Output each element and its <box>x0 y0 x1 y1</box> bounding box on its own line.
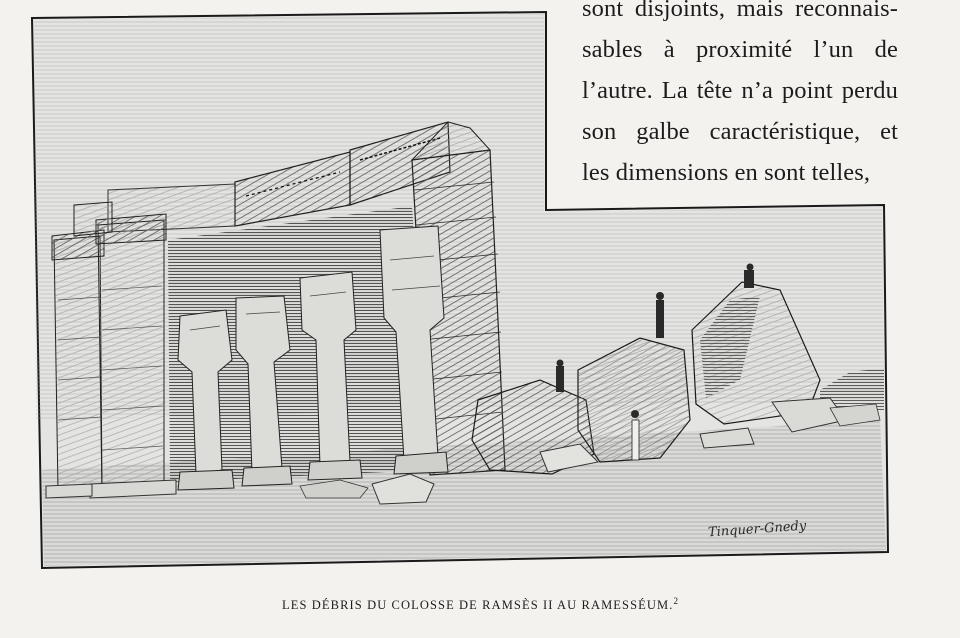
text-line: sont disjoints, mais reconnais- <box>582 0 898 22</box>
text-line: sables à proximité l’un de <box>582 36 898 63</box>
body-text <box>582 0 902 193</box>
caption-text: LES DÉBRIS DU COLOSSE DE RAMSÈS II AU RAMESSÉUM. <box>282 598 674 613</box>
text-line: l’autre. La tête n’a point perdu <box>582 77 898 104</box>
text-line: les dimensions en sont telles, <box>582 159 871 186</box>
engraver-signature: Tinquer-Gnedy <box>707 518 807 541</box>
footnote-mark: 2 <box>673 596 678 606</box>
figure-caption <box>0 596 960 613</box>
text-line: son galbe caractéristique, et <box>582 118 898 145</box>
